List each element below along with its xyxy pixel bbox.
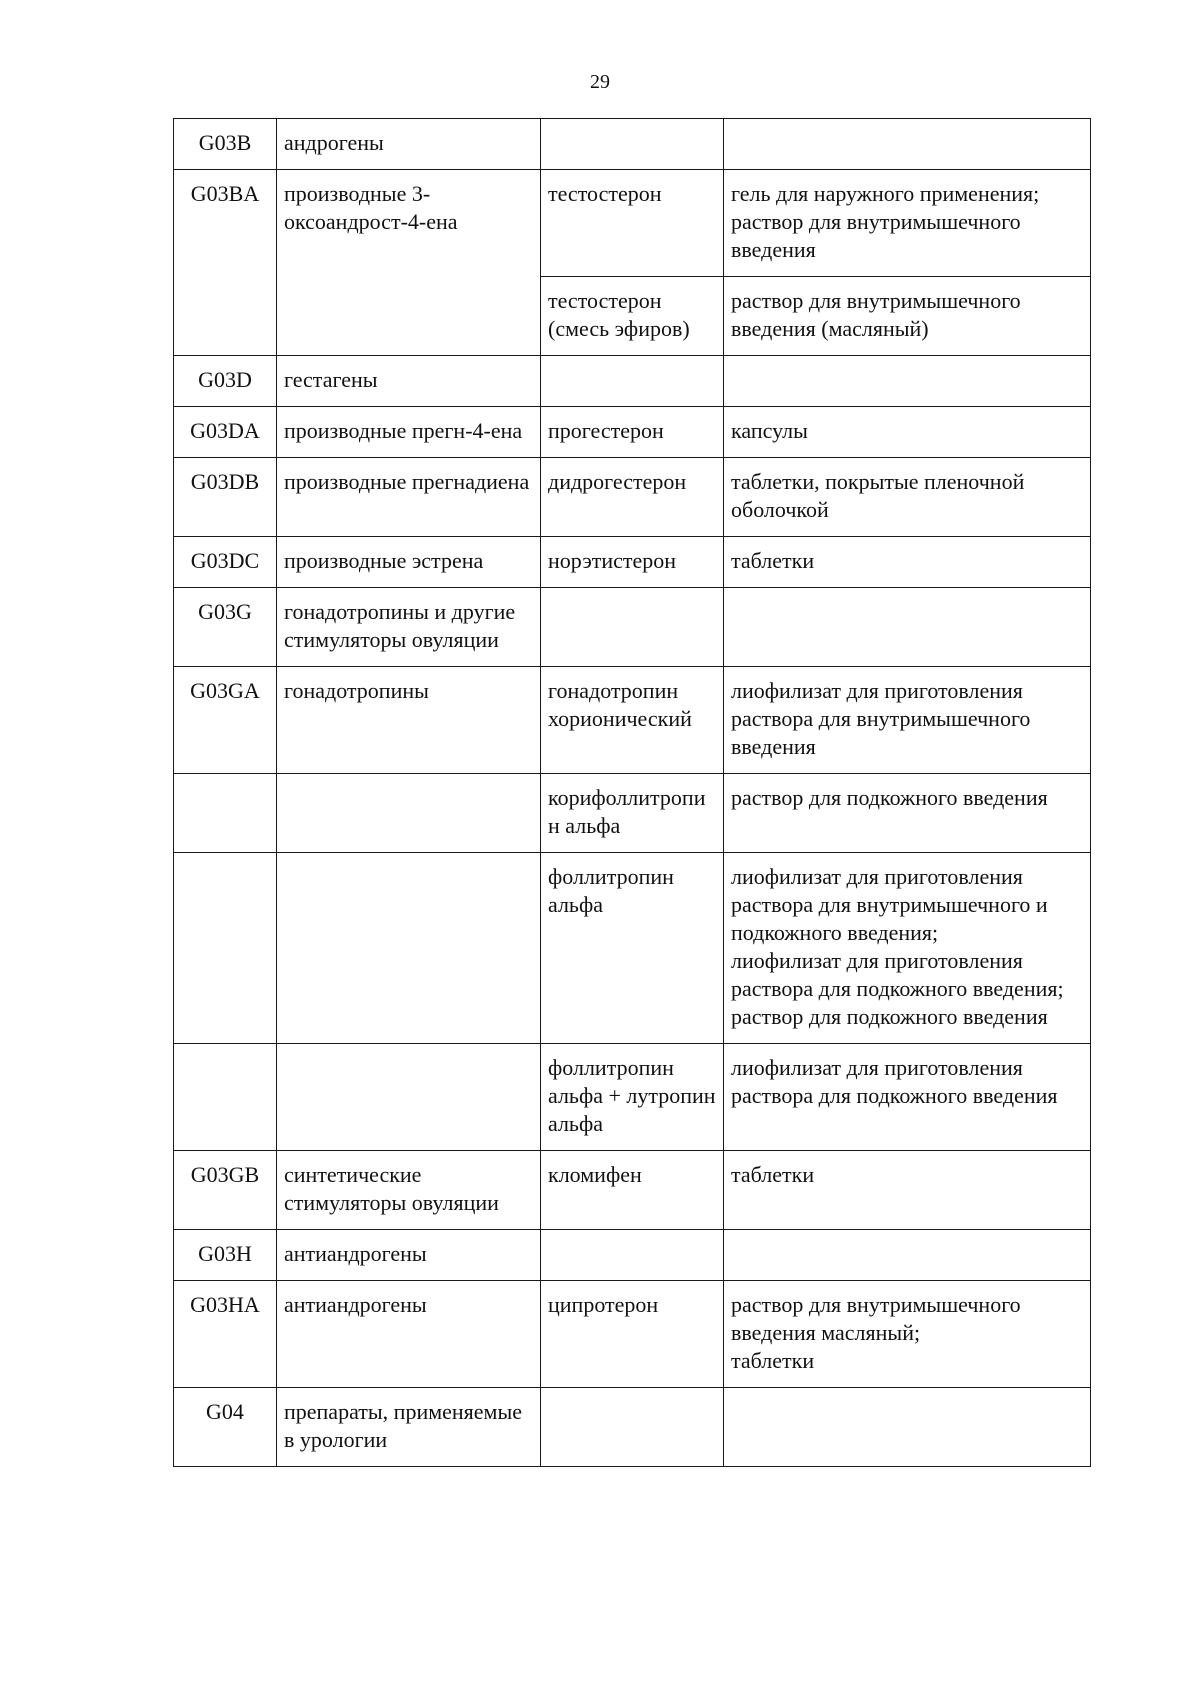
dosage-form: таблетки: [724, 1151, 1091, 1230]
table-row: [174, 774, 1091, 853]
group-name: [277, 853, 541, 1044]
atc-code: G04: [174, 1388, 277, 1467]
table-row: [174, 588, 1091, 667]
group-name: синтетические стимуляторы овуляции: [277, 1151, 541, 1230]
group-name: препараты, применяемые в урологии: [277, 1388, 541, 1467]
dosage-form: таблетки: [724, 537, 1091, 588]
dosage-form: [724, 1388, 1091, 1467]
atc-code: [174, 1044, 277, 1151]
group-name: гестагены: [277, 356, 541, 407]
atc-code: G03GB: [174, 1151, 277, 1230]
drug-name: [541, 119, 724, 170]
atc-code: G03G: [174, 588, 277, 667]
atc-code: G03DB: [174, 458, 277, 537]
table-row: [174, 1230, 1091, 1281]
table-row: [174, 853, 1091, 1044]
table-row: [174, 119, 1091, 170]
drug-name: корифоллитропин альфа: [541, 774, 724, 853]
table-row: [174, 1151, 1091, 1230]
atc-code: G03H: [174, 1230, 277, 1281]
atc-code: G03DC: [174, 537, 277, 588]
dosage-form: капсулы: [724, 407, 1091, 458]
dosage-form: [724, 853, 1091, 1044]
dosage-form: [724, 119, 1091, 170]
drug-name: дидрогестерон: [541, 458, 724, 537]
table-row: [174, 407, 1091, 458]
group-name: гонадотропины: [277, 667, 541, 774]
dosage-form: [724, 1230, 1091, 1281]
dosage-form-line: таблетки: [731, 1348, 815, 1373]
dosage-form: раствор для внутримышечного введения (масляный): [724, 277, 1091, 356]
dosage-form-line: раствор для внутримышечного введения масляный;: [731, 1292, 1021, 1345]
group-name: производные прегн-4-ена: [277, 407, 541, 458]
drug-name: тестостерон: [541, 170, 724, 277]
drug-name: [541, 1388, 724, 1467]
group-name: производные эстрена: [277, 537, 541, 588]
atc-code: G03BA: [174, 170, 277, 356]
dosage-form-line: лиофилизат для приготовления раствора для подкожного введения;: [731, 948, 1064, 1001]
drug-name: фоллитропин альфа + лутропин альфа: [541, 1044, 724, 1151]
drug-name: прогестерон: [541, 407, 724, 458]
drug-name: кломифен: [541, 1151, 724, 1230]
group-name: антиандрогены: [277, 1281, 541, 1388]
atc-code: G03DA: [174, 407, 277, 458]
group-name: производные 3-оксоандрост-4-ена: [277, 170, 541, 356]
table-row: [174, 1281, 1091, 1388]
atc-code: G03D: [174, 356, 277, 407]
atc-code: G03B: [174, 119, 277, 170]
table-row: [174, 1388, 1091, 1467]
group-name: [277, 1044, 541, 1151]
dosage-form: лиофилизат для приготовления раствора для подкожного введения: [724, 1044, 1091, 1151]
dosage-form: [724, 1281, 1091, 1388]
drug-name: [541, 588, 724, 667]
group-name: андрогены: [277, 119, 541, 170]
dosage-form: таблетки, покрытые пленочной оболочкой: [724, 458, 1091, 537]
group-name: производные прегнадиена: [277, 458, 541, 537]
dosage-form: гель для наружного применения; раствор для внутримышечного введения: [724, 170, 1091, 277]
table-row: [174, 1044, 1091, 1151]
group-name: антиандрогены: [277, 1230, 541, 1281]
drug-name: гонадотропин хорионический: [541, 667, 724, 774]
drug-name: фоллитропин альфа: [541, 853, 724, 1044]
drug-name: ципротерон: [541, 1281, 724, 1388]
dosage-form: [724, 356, 1091, 407]
dosage-form-line: лиофилизат для приготовления раствора для внутримышечного и подкожного введения;: [731, 864, 1048, 945]
atc-code: G03HA: [174, 1281, 277, 1388]
group-name: [277, 774, 541, 853]
drug-name: тестостерон (смесь эфиров): [541, 277, 724, 356]
dosage-form: раствор для подкожного введения: [724, 774, 1091, 853]
drug-name: норэтистерон: [541, 537, 724, 588]
table-row: [174, 356, 1091, 407]
drug-name: [541, 356, 724, 407]
page-number: 29: [590, 71, 610, 93]
table-row: [174, 170, 1091, 277]
table-row: [174, 458, 1091, 537]
atc-code: G03GA: [174, 667, 277, 774]
dosage-form: [724, 588, 1091, 667]
atc-code: [174, 853, 277, 1044]
atc-code: [174, 774, 277, 853]
group-name: гонадотропины и другие стимуляторы овуляции: [277, 588, 541, 667]
table-row: [174, 667, 1091, 774]
atc-drug-table: [173, 118, 1091, 1467]
table-row: [174, 537, 1091, 588]
dosage-form-line: раствор для подкожного введения: [731, 1004, 1048, 1029]
dosage-form: лиофилизат для приготовления раствора для внутримышечного введения: [724, 667, 1091, 774]
drug-name: [541, 1230, 724, 1281]
